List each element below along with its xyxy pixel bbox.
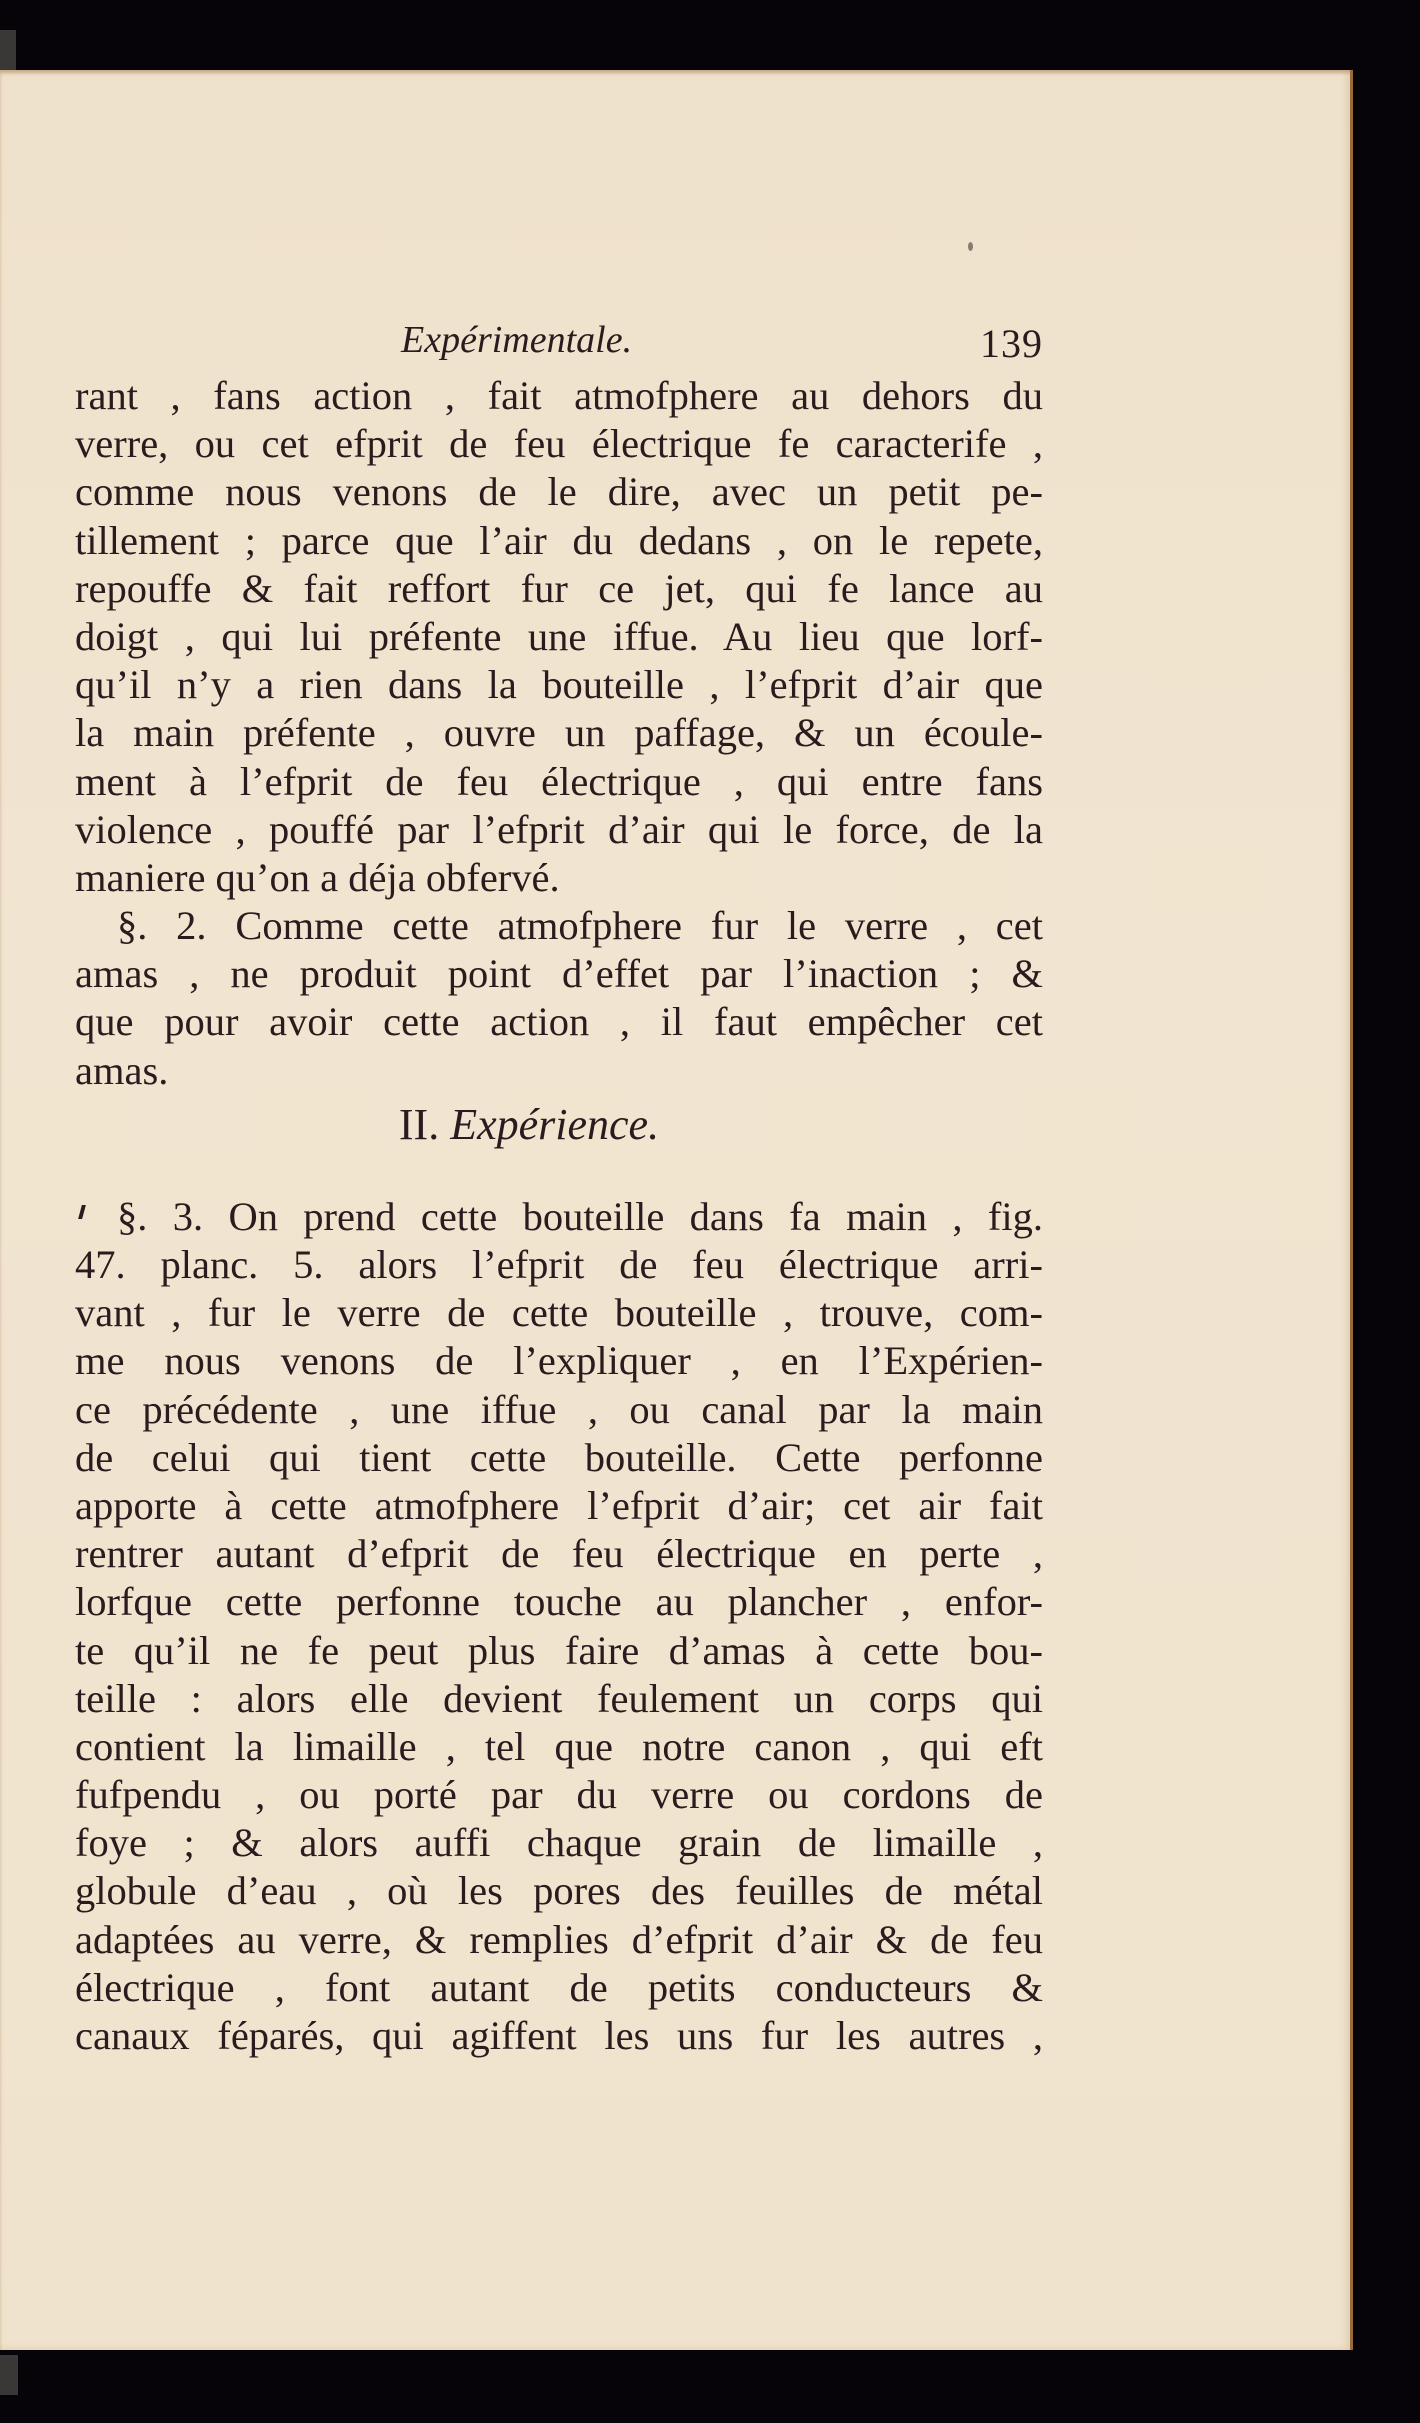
text-line: fufpendu , ou porté par du verre ou cordons de [75,1772,1043,1818]
text-line: me nous venons de l’expliquer , en l’Expérien- [75,1338,1043,1384]
text-line: ce précédente , une iffue , ou canal par la main [75,1386,1043,1432]
text-line: doigt , qui lui préfente une iffue. Au lieu que lorf- [75,613,1043,659]
section-heading [75,1095,1043,1155]
text-line: que pour avoir cette action , il faut empêcher cet [75,999,1043,1045]
text-line: qu’il n’y a rien dans la bouteille , l’efprit d’air que [75,662,1043,708]
text-line: foye ; & alors auffi chaque grain de limaille , [75,1820,1043,1866]
text-line: adaptées au verre, & remplies d’efprit d’air & de feu [75,1916,1043,1962]
text-line: de celui qui tient cette bouteille. Cette perfonne [75,1434,1043,1480]
text-line: apporte à cette atmofphere l’efprit d’air; cet air fait [75,1482,1043,1528]
text-line: contient la limaille , tel que notre canon , qui eft [75,1723,1043,1769]
text-line: verre, ou cet efprit de feu électrique fe caracterife , [75,421,1043,467]
text-line: 47. planc. 5. alors l’efprit de feu électrique arri- [75,1242,1043,1287]
text-line: tillement ; parce que l’air du dedans , on le repete, [75,517,1043,563]
book-tab-bottom [0,2355,18,2395]
section-numeral: II. [398,1099,440,1149]
text-line: maniere qu’on a déja obfervé. [75,854,560,900]
text-line: violence , pouffé par l’efprit d’air qui le force, de la [75,806,1043,852]
text-line: canaux féparés, qui agiffent les uns fur les autres , [75,2013,1043,2058]
section-title: Expérience. [450,1099,660,1149]
text-line: amas. [75,1047,169,1093]
book-tab-top [0,30,16,70]
paragraph-2 [75,902,1043,1095]
paragraph-1 [75,372,1043,902]
text-line: §. 3. On prend cette bouteille dans fa main , fig. [117,1193,1043,1239]
text-line: vant , fur le verre de cette bouteille , trouve, com- [75,1290,1043,1336]
text-line: globule d’eau , où les pores des feuilles de métal [75,1868,1043,1914]
running-head [75,318,1043,368]
text-line: amas , ne produit point d’effet par l’inaction ; & [75,951,1043,997]
ink-speck [968,242,973,251]
text-line: lorfque cette perfonne touche au plancher , enfor- [75,1579,1043,1625]
page-number: 139 [980,321,1043,366]
text-line: rentrer autant d’efprit de feu électrique en perte , [75,1531,1043,1577]
text-line: ment à l’efprit de feu électrique , qui entre fans [75,758,1043,804]
text-line: teille : alors elle devient feulement un corps qui [75,1675,1043,1721]
text-line: §. 2. Comme cette atmofphere fur le verre , cet [117,903,1043,949]
text-line: repouffe & fait reffort fur ce jet, qui fe lance au [75,565,1043,611]
text-line: te qu’il ne fe peut plus faire d’amas à cette bou- [75,1627,1043,1673]
body-text [75,372,1043,2060]
text-line: électrique , font autant de petits conducteurs & [75,1964,1043,2010]
running-head-title: Expérimentale. [401,319,633,361]
text-line: rant , fans action , fait atmofphere au dehors du [75,373,1043,418]
paragraph-3 [75,1193,1043,2060]
text-line: comme nous venons de le dire, avec un petit pe- [75,469,1043,515]
text-line: la main préfente , ouvre un paffage, & un écoule- [75,710,1043,756]
